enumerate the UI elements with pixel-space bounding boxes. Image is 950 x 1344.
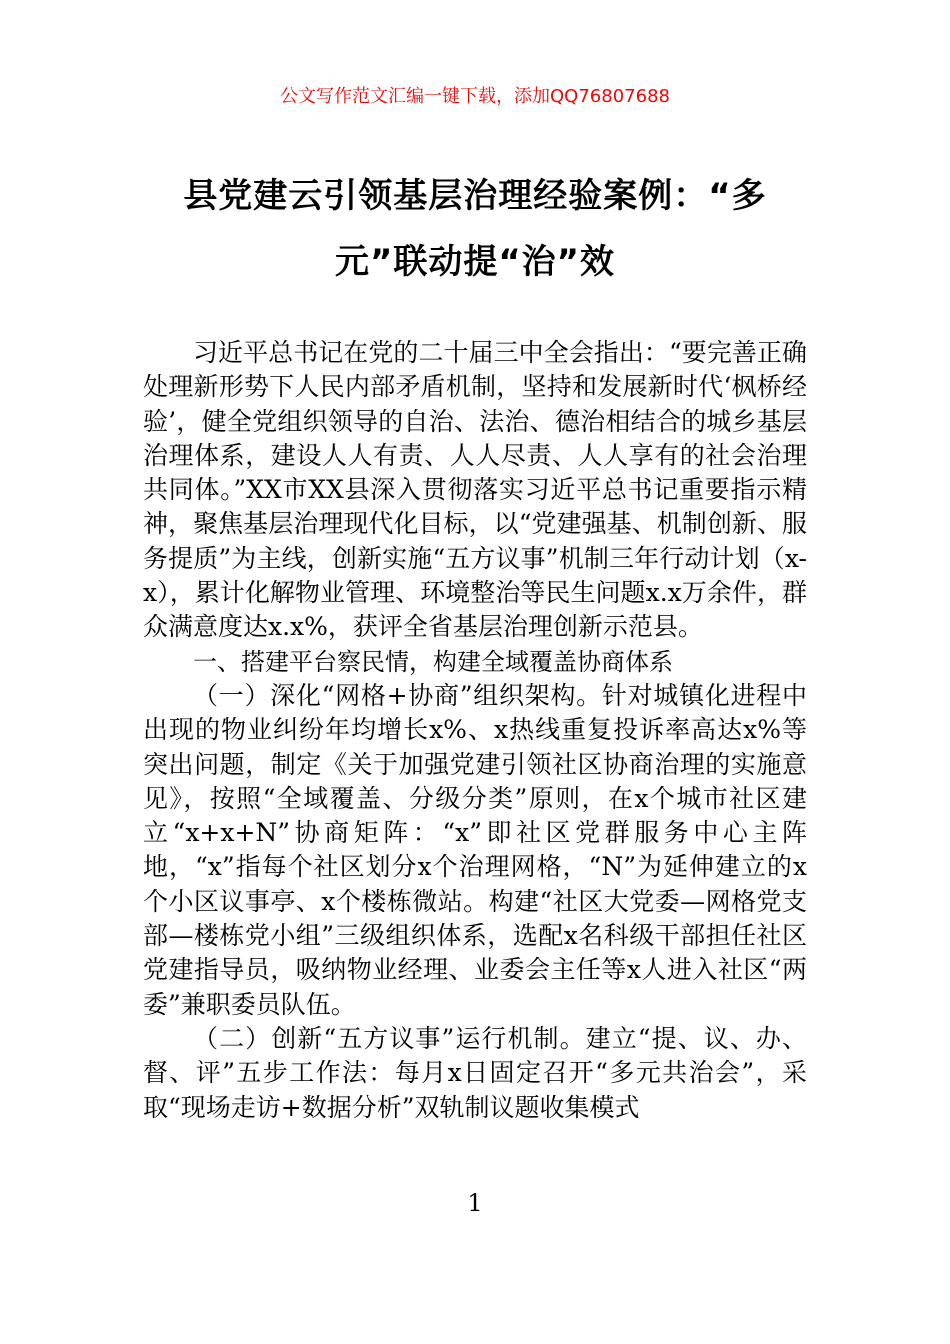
document-body: [143, 336, 807, 1125]
title-line-2: 元”联动提“治”效: [334, 242, 616, 282]
section-heading: 一、搭建平台察民情，构建全域覆盖协商体系: [193, 647, 673, 676]
intro-paragraph: 习近平总书记在党的二十届三中全会指出：“要完善正确处理新形势下人民内部矛盾机制，坚持和发展新时代‘枫桥经验’，健全党组织领导的自治、法治、德治相结合的城乡基层治理体系，建设人人有责、人人尽责、人人享有的社会治理共同体。”XX市XX县深入贯彻落实习近平总书记重要指示精神，聚焦基层治理现代化目标，以“党建强基、机制创新、服务提质”为主线，创新实施“五方议事”机制三年行动计划（x-x），累计化解物业管理、环境整治等民生问题x.x万余件，群众满意度达x.x%，获评全省基层治理创新示范县。: [143, 338, 807, 642]
subsection-paragraph-2: （二）创新“五方议事”运行机制。建立“提、议、办、督、评”五步工作法：每月x日固定召开“多元共治会”，采取“现场走访+数据分析”双轨制议题收集模式: [143, 1023, 807, 1122]
document-title: [140, 163, 810, 295]
title-line-1: 县党建云引领基层治理经验案例：“多: [183, 176, 767, 216]
page-number: 1: [467, 1189, 483, 1217]
subsection-paragraph-1: （一）深化“网格+协商”组织架构。针对城镇化进程中出现的物业纠纷年均增长x%、x热线重复投诉率高达x%等突出问题，制定《关于加强党建引领社区协商治理的实施意见》，按照“全域覆盖、分级分类”原则，在x个城市社区建立“x+x+N”协商矩阵：“x”即社区党群服务中心主阵地，“x”指每个社区划分x个治理网格，“N”为延伸建立的x个小区议事亭、x个楼栋微站。构建“社区大党委—网格党支部—楼栋党小组”三级组织体系，选配x名科级干部担任社区党建指导员，吸纳物业经理、业委会主任等x人进入社区“两委”兼职委员队伍。: [143, 680, 807, 1019]
download-promo-note: 公文写作范文汇编一键下载，添加QQ76807688: [280, 86, 670, 107]
